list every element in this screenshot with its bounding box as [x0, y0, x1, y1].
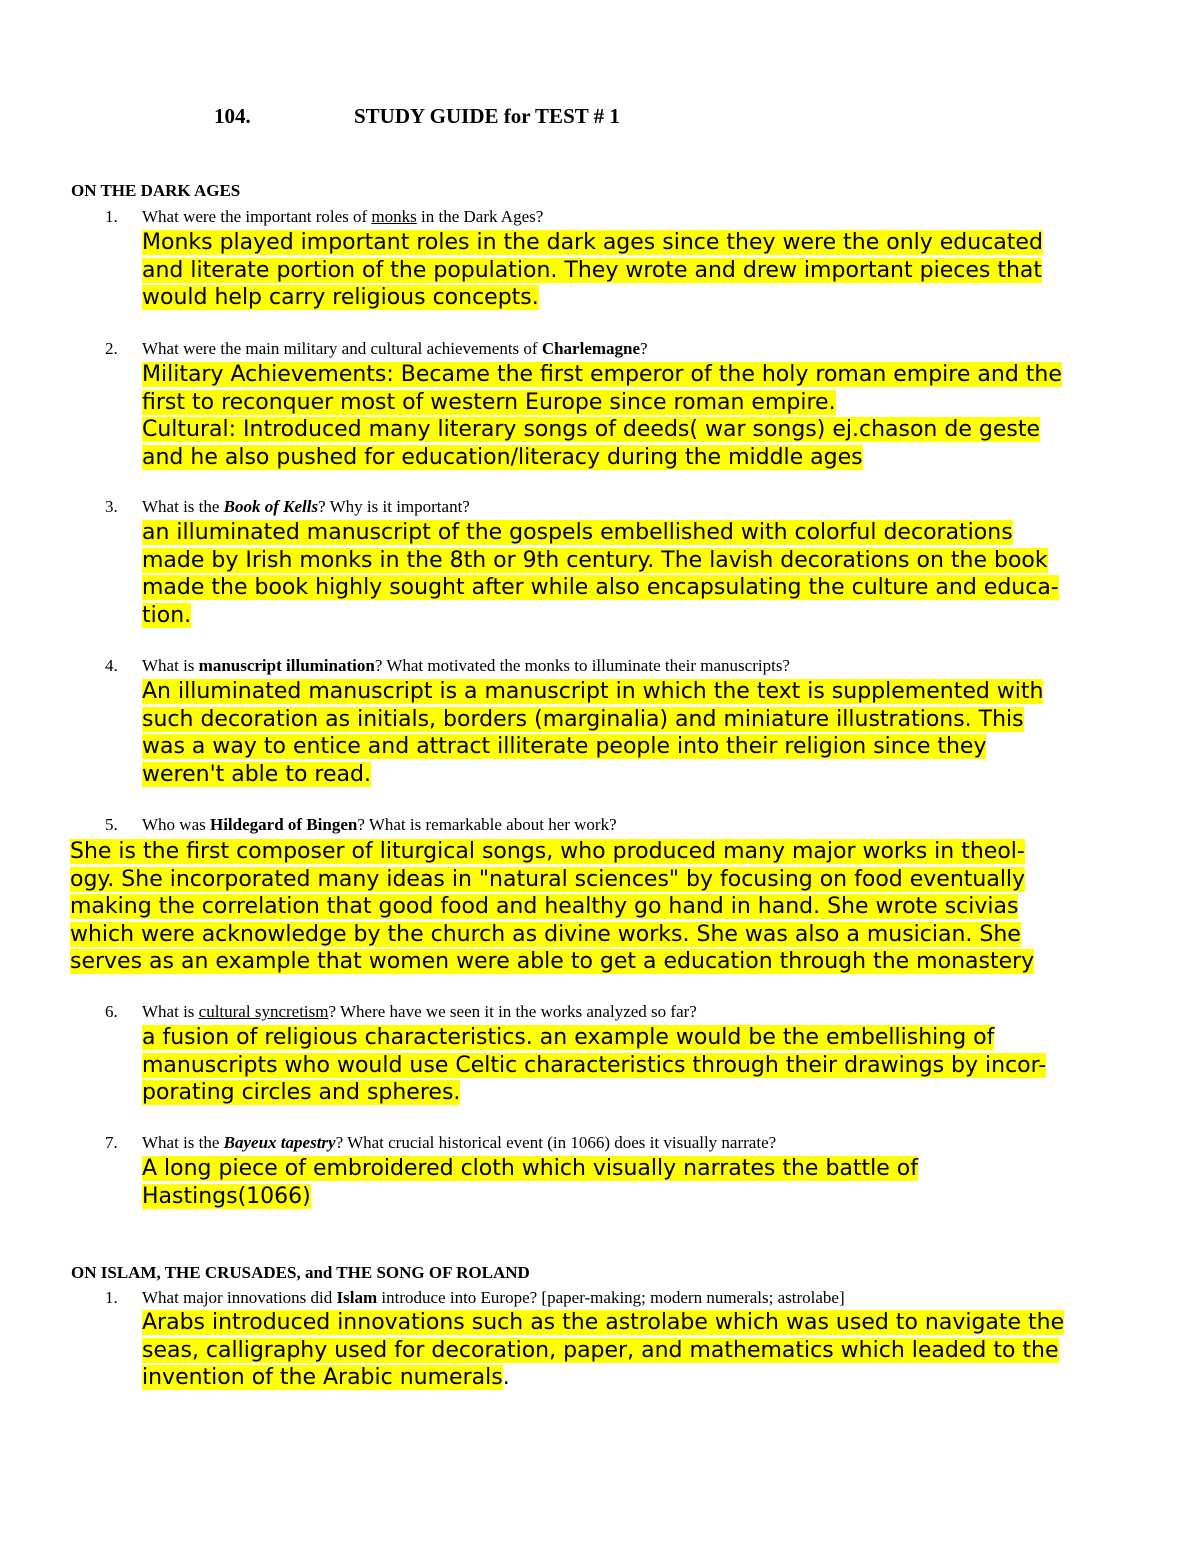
question-2: 2. What were the main military and cultural achievements of Charlemagne?: [105, 339, 648, 358]
answer-5: She is the first composer of liturgical songs, who produced many major works in theol- ogy. She incorporated many ideas in "natural sciences" by focusing on food eventually making the correlation that good food and healthy go hand in hand. She wrote scivias which were acknowledge by the church as divine works. She was also a musician. She serves as an example that women were able to get a education through the monastery: [70, 839, 1035, 974]
section-heading-dark-ages: ON THE DARK AGES: [71, 181, 241, 200]
document-title: [214, 104, 620, 129]
answer-4: An illuminated manuscript is a manuscript in which the text is supplemented with such decoration as initials, borders (marginalia) and miniature illustrations. This was a way to entice and attract illiterate people into their religion since they weren't able to read.: [142, 679, 1044, 787]
question-4: 4. What is manuscript illumination? What motivated the monks to illuminate their manuscripts?: [105, 656, 790, 675]
title-number: 104.: [214, 104, 251, 128]
question-6: 6. What is cultural syncretism? Where have we seen it in the works analyzed so far?: [105, 1002, 697, 1021]
question-7: 7. What is the Bayeux tapestry? What crucial historical event (in 1066) does it visually narrate?: [105, 1133, 777, 1152]
title-text: STUDY GUIDE for TEST # 1: [354, 104, 620, 128]
answer-7: A long piece of embroidered cloth which visually narrates the battle of Hastings(1066): [142, 1156, 919, 1209]
answer-3: an illuminated manuscript of the gospels embellished with colorful decorations made by Irish monks in the 8th or 9th century. The lavish decorations on the book made the book highly sought after while also encapsulating the culture and educa- tion.: [142, 520, 1059, 628]
question-3: 3. What is the Book of Kells? Why is it important?: [105, 497, 470, 516]
answer-2: Military Achievements: Became the first emperor of the holy roman empire and the first to reconquer most of western Europe since roman empire. Cultural: Introduced many literary songs of deeds( war songs) ej.chason de geste and he also pushed for education/literacy during the middle ages: [142, 362, 1062, 470]
question-1: 1. What were the important roles of monks in the Dark Ages?: [105, 207, 544, 226]
question-5: 5. Who was Hildegard of Bingen? What is remarkable about her work?: [105, 815, 617, 834]
answer-6: a fusion of religious characteristics. an example would be the embellishing of manuscripts who would use Celtic characteristics through their drawings by incor- porating circles and spheres.: [142, 1025, 1047, 1105]
answer-islam-1: Arabs introduced innovations such as the astrolabe which was used to navigate the seas, calligraphy used for decoration, paper, and mathematics which leaded to the invention of the Arabic numerals.: [142, 1310, 1065, 1390]
question-islam-1: 1. What major innovations did Islam introduce into Europe? [paper-making; modern numerals; astrolabe]: [105, 1288, 845, 1307]
section-heading-islam: ON ISLAM, THE CRUSADES, and THE SONG OF ROLAND: [71, 1263, 530, 1282]
answer-1: Monks played important roles in the dark ages since they were the only educated and literate portion of the population. They wrote and drew important pieces that would help carry religious concepts.: [142, 230, 1043, 310]
